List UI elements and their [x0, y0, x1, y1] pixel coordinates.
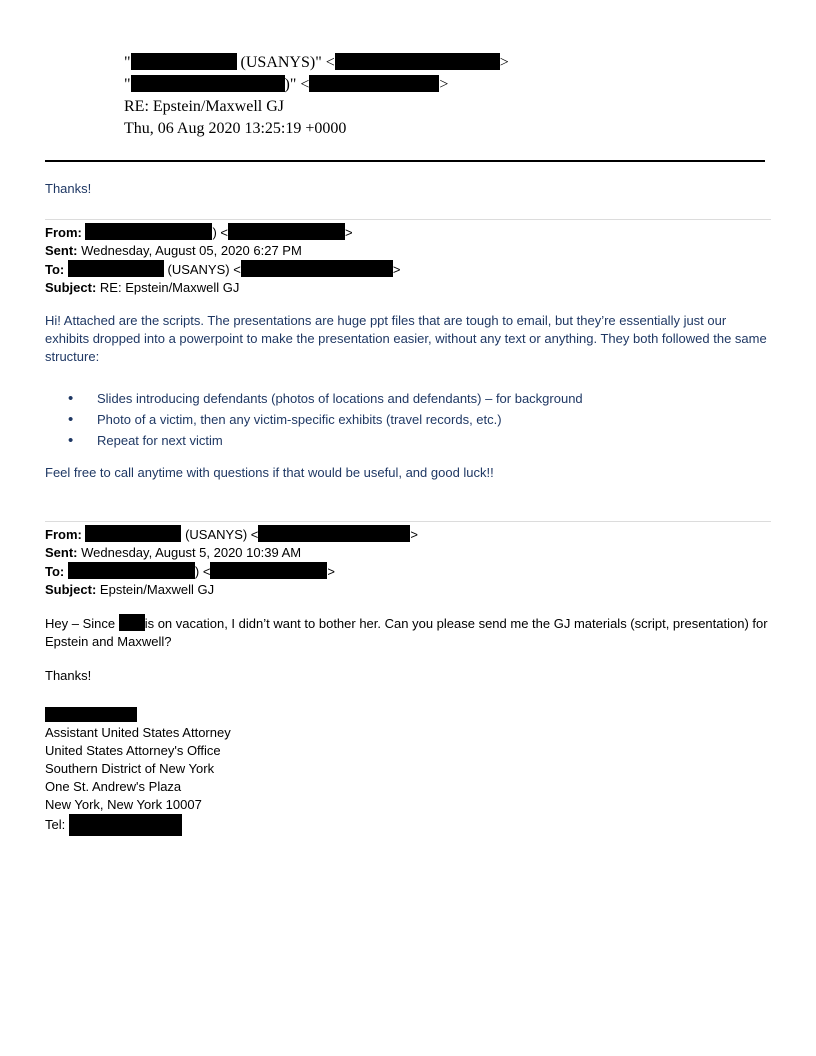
message2-from-row	[45, 223, 400, 242]
message3-body-rest: is on vacation, I didn’t want to bother her. Can you please send me the GJ materials (script, presentation) for Epstein and Maxwell?	[45, 616, 768, 649]
message2-to-mid: (USANYS) <	[163, 262, 241, 277]
message2-subject: RE: Epstein/Maxwell GJ	[99, 280, 240, 295]
header-to-quote: "	[124, 76, 131, 93]
redaction-box	[131, 75, 285, 92]
message2-sent-label: Sent:	[45, 243, 78, 258]
message2-to-label: To:	[45, 262, 65, 277]
reply-body: Thanks!	[45, 181, 92, 196]
message3-body-start: Hey – Since	[45, 616, 119, 631]
header-to-mid: )" <	[284, 76, 310, 93]
message2-from-close: >	[345, 225, 353, 240]
signature-tel-label: Tel:	[45, 817, 69, 832]
message3-subject: Epstein/Maxwell GJ	[99, 582, 215, 597]
message2-from-label: From:	[45, 225, 82, 240]
message3-headers	[45, 525, 418, 599]
header-date: Thu, 06 Aug 2020 13:25:19 +0000	[124, 120, 347, 137]
message3-to-row	[45, 562, 418, 581]
redaction-box	[119, 614, 145, 631]
header-subject: RE: Epstein/Maxwell GJ	[124, 98, 284, 115]
redaction-box	[241, 260, 393, 277]
message3-sent-row	[45, 544, 418, 562]
redaction-box	[85, 525, 181, 542]
list-item: • Repeat for next victim	[45, 430, 583, 451]
message2-closing: Feel free to call anytime with questions if that would be useful, and good luck!!	[45, 465, 494, 480]
message3-subject-label: Subject:	[45, 582, 97, 597]
list-item: • Photo of a victim, then any victim-specific exhibits (travel records, etc.)	[45, 409, 583, 430]
message3-sent-label: Sent:	[45, 545, 78, 560]
list-item: • Slides introducing defendants (photos of locations and defendants) – for background	[45, 388, 583, 409]
message2-subject-label: Subject:	[45, 280, 97, 295]
header-from-quote: "	[124, 54, 131, 71]
message3-subject-row	[45, 581, 418, 599]
message2-headers	[45, 223, 400, 297]
message2-subject-row	[45, 279, 400, 297]
header-from-org: (USANYS)" <	[236, 54, 335, 71]
message3-from-row	[45, 525, 418, 544]
redaction-box	[68, 260, 164, 277]
header-from-close: >	[499, 54, 509, 71]
header-to-close: >	[439, 76, 449, 93]
message3-from-label: From:	[45, 527, 82, 542]
header-divider	[45, 160, 765, 162]
redaction-box	[45, 707, 137, 722]
message3-from-close: >	[410, 527, 418, 542]
redaction-box	[131, 53, 237, 70]
redaction-box	[309, 75, 439, 92]
message3-from-mid: (USANYS) <	[181, 527, 259, 542]
signature-block	[45, 706, 231, 836]
redaction-box	[258, 525, 410, 542]
redaction-box	[210, 562, 327, 579]
redaction-box	[85, 223, 212, 240]
message3-to-label: To:	[45, 564, 65, 579]
redaction-box	[68, 562, 195, 579]
signature-title: Assistant United States Attorney	[45, 725, 231, 740]
redaction-box	[335, 53, 500, 70]
signature-office: United States Attorney's Office	[45, 743, 221, 758]
message2-sent-row	[45, 242, 400, 260]
message-separator	[45, 219, 771, 220]
message-separator	[45, 521, 771, 522]
message2-from-mid: ) <	[212, 225, 229, 240]
redaction-box	[69, 814, 182, 836]
message3-thanks: Thanks!	[45, 668, 92, 683]
signature-name	[45, 706, 231, 724]
message3-sent: Wednesday, August 5, 2020 10:39 AM	[81, 545, 302, 560]
message2-body: Hi! Attached are the scripts. The presentations are huge ppt files that are tough to email, but they’re essentially just our exhibits dropped into a powerpoint to make the presentation easier, without any text or anything. They both followed the same structure:	[45, 313, 767, 364]
signature-address1: One St. Andrew's Plaza	[45, 779, 182, 794]
signature-address2: New York, New York 10007	[45, 797, 202, 812]
message2-bullet-list	[45, 388, 583, 451]
signature-tel-row	[45, 814, 231, 836]
message3-body	[45, 614, 773, 651]
message3-to-mid: ) <	[194, 564, 211, 579]
signature-district: Southern District of New York	[45, 761, 215, 776]
message2-to-close: >	[392, 262, 401, 277]
redaction-box	[228, 223, 345, 240]
message2-sent: Wednesday, August 05, 2020 6:27 PM	[81, 243, 302, 258]
message2-to-row	[45, 260, 400, 279]
message3-to-close: >	[327, 564, 336, 579]
